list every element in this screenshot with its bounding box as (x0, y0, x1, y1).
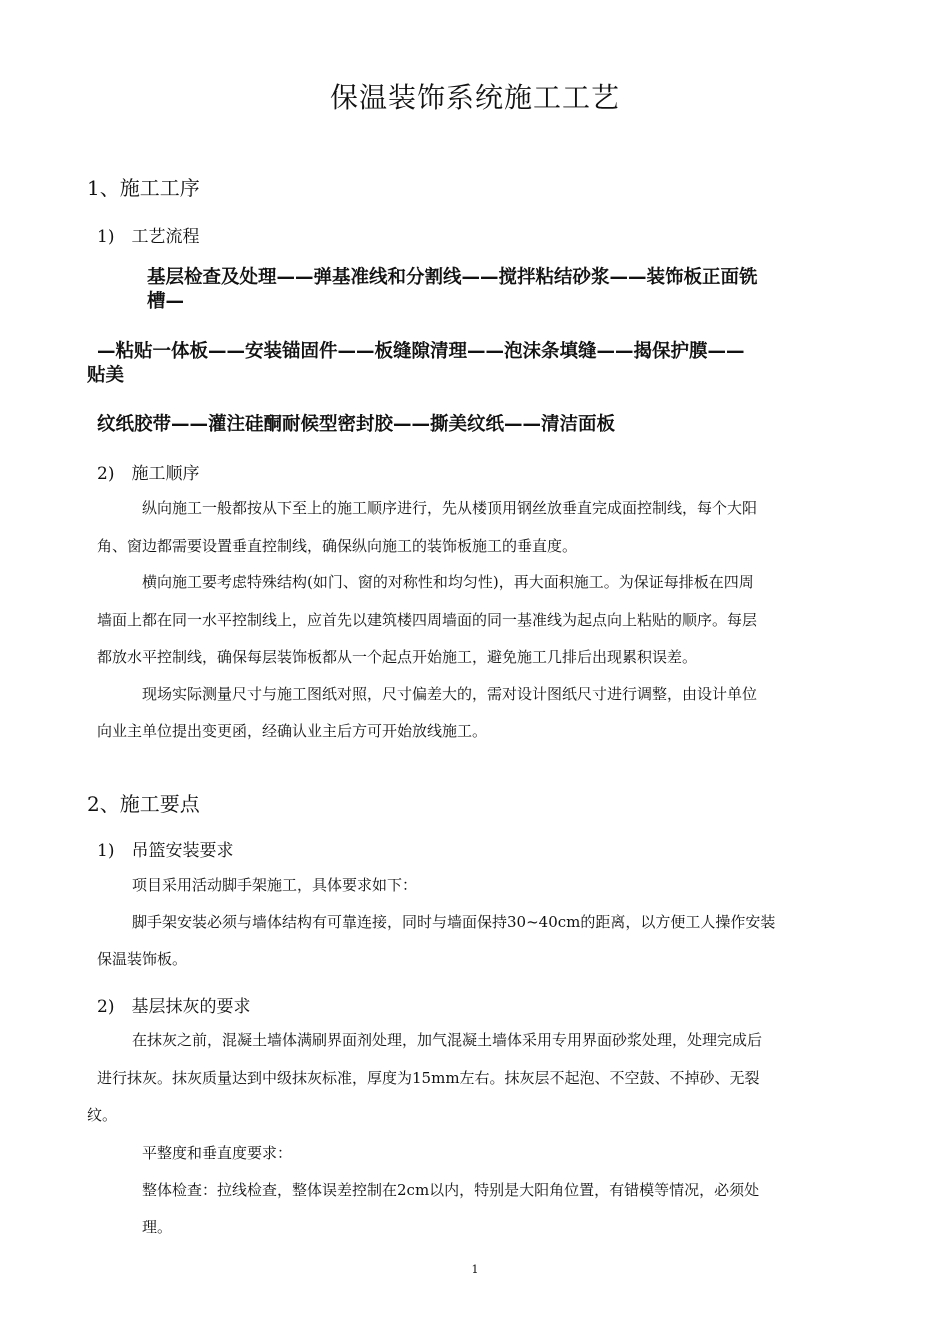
paragraph-line: 脚手架安装必须与墙体结构有可靠连接，同时与墙面保持30~40cm的距离，以方便工人操作安装 (132, 913, 776, 931)
page-number: 1 (471, 1263, 479, 1276)
paragraph-line: 在抹灰之前，混凝土墙体满刷界面剂处理，加气混凝土墙体采用专用界面砂浆处理，处理完成后 (132, 1031, 763, 1049)
subheading-scaffold: 1) 吊篮安装要求 (97, 841, 234, 861)
paragraph-line: 向业主单位提出变更函，经确认业主后方可开始放线施工。 (97, 722, 488, 740)
paragraph-line: 纹。 (87, 1106, 118, 1124)
paragraph-line: 整体检查：拉线检查，整体误差控制在2cm以内，特别是大阳角位置，有错模等情况，必须处 (142, 1181, 760, 1199)
flow-line-3: 纹纸胶带——灌注硅酮耐候型密封胶——撕美纹纸——清洁面板 (97, 414, 616, 435)
paragraph-line: 都放水平控制线，确保每层装饰板都从一个起点开始施工，避免施工几排后出现累积误差。 (97, 648, 698, 666)
section-2-heading: 2、施工要点 (87, 792, 200, 816)
paragraph-line: 理。 (142, 1218, 173, 1236)
paragraph-line: 横向施工要考虑特殊结构(如门、窗的对称性和均匀性)，再大面积施工。为保证每排板在四周 (142, 573, 754, 591)
paragraph-line: 现场实际测量尺寸与施工图纸对照，尺寸偏差大的，需对设计图纸尺寸进行调整，由设计单位 (142, 685, 758, 703)
flow-line-2b: 贴美 (87, 365, 125, 386)
paragraph-line: 进行抹灰。抹灰质量达到中级抹灰标准，厚度为15mm左右。抹灰层不起泡、不空鼓、不掉砂、无裂 (97, 1069, 760, 1087)
flow-line-1b: 槽— (147, 291, 185, 312)
subheading-plastering: 2) 基层抹灰的要求 (97, 997, 251, 1017)
paragraph-line: 墙面上都在同一水平控制线上，应首先以建筑楼四周墙面的同一基准线为起点向上粘贴的顺序。每层 (97, 611, 758, 629)
paragraph-line: 保温装饰板。 (97, 950, 188, 968)
flow-line-2: —粘贴一体板——安装锚固件——板缝隙清理——泡沫条填缝——揭保护膜—— (97, 341, 745, 362)
paragraph-line: 纵向施工一般都按从下至上的施工顺序进行，先从楼顶用钢丝放垂直完成面控制线，每个大阳 (142, 499, 758, 517)
page-title: 保温装饰系统施工工艺 (329, 81, 620, 114)
section-1-heading: 1、施工工序 (87, 176, 200, 200)
paragraph-line: 角、窗边都需要设置垂直控制线，确保纵向施工的装饰板施工的垂直度。 (97, 537, 578, 555)
subheading-process-flow: 1) 工艺流程 (97, 227, 200, 247)
flow-line-1: 基层检查及处理——弹基准线和分割线——搅拌粘结砂浆——装饰板正面铣 (147, 267, 758, 288)
paragraph-line: 平整度和垂直度要求： (142, 1144, 293, 1162)
subheading-construction-order: 2) 施工顺序 (97, 464, 200, 484)
paragraph-line: 项目采用活动脚手架施工，具体要求如下： (132, 876, 418, 894)
